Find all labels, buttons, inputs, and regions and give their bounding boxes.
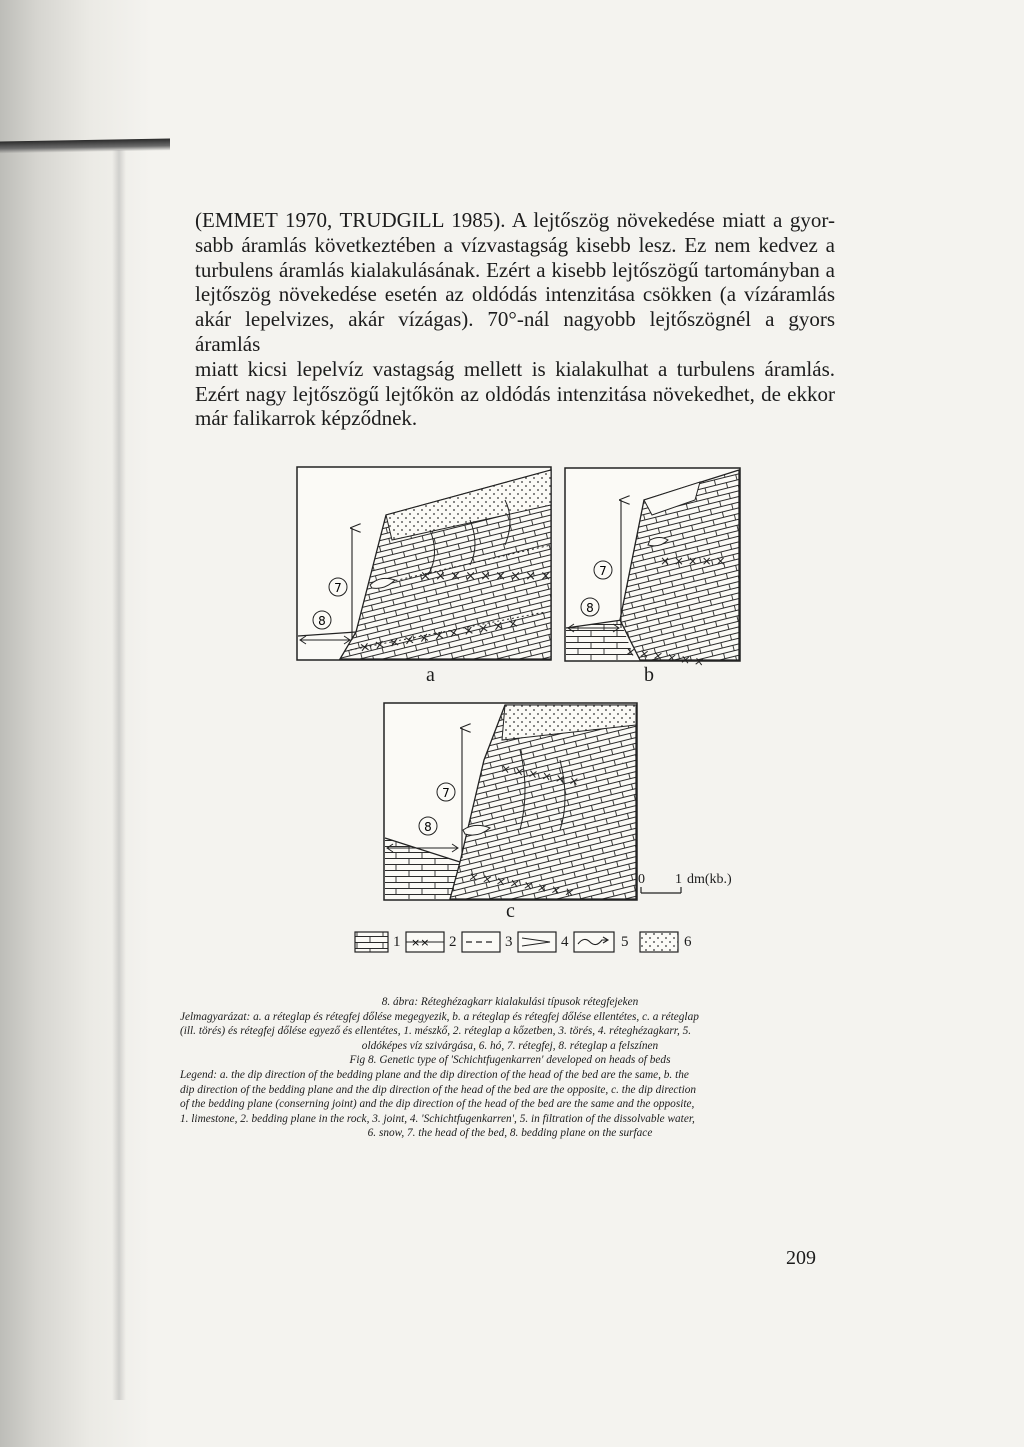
- svg-text:× × × × × × × ×: × × × × × × × ×: [467, 869, 576, 900]
- legend-num-6: 6: [684, 934, 692, 950]
- caption-en-title: Fig 8. Genetic type of 'Schichtfugenkarren' developed on heads of beds: [349, 1054, 671, 1067]
- svg-text:× × × × ×: × × × × ×: [660, 554, 726, 568]
- caption-hu-line: Jelmagyarázat: a. a réteglap és rétegfej dőlése megegyezik, b. a réteglap és rétegfej dőlése ellentétes, c. a réteglap: [180, 1010, 699, 1023]
- legend-num-3: 3: [505, 934, 513, 950]
- panel-a-label-7: 7: [334, 581, 342, 595]
- legend-symbols: [355, 932, 678, 952]
- caption-hu-line: (ill. törés) és rétegfej dőlése egyező és ellentétes, 1. mészkő, 2. réteglap a kőzetben, 3. törés, 4. réteghézagkarr, 5.: [180, 1025, 692, 1038]
- body-line: már falikarrok képződnek.: [195, 406, 418, 431]
- panel-a-label-8: 8: [318, 614, 326, 628]
- svg-text:× × × × × × × × × × ×: × × × × × × × × × × ×: [358, 615, 520, 656]
- page-number: 209: [786, 1247, 816, 1269]
- panel-c: [384, 703, 637, 900]
- panel-b-label-8: 8: [586, 601, 594, 615]
- caption-hu-line: oldóképes víz szivárgása, 6. hó, 7. rétegfej, 8. réteglap a felszínen: [361, 1039, 659, 1052]
- caption-en-line: dip direction of the bedding plane and the dip direction of the head of the bed are the opposite, c. the dip direction: [180, 1083, 696, 1096]
- panel-c-label-7: 7: [442, 786, 450, 800]
- legend-symbol-karren: [518, 932, 556, 952]
- body-line: (EMMET 1970, TRUDGILL 1985). A lejtőszög növekedése miatt a gyor-: [195, 208, 835, 232]
- panel-b-letter: b: [644, 664, 654, 686]
- caption-en-line: 1. limestone, 2. bedding plane in the rock, 3. joint, 4. 'Schichtfugenkarren', 5. in filtration of the dissolvable water,: [180, 1112, 695, 1125]
- figure-caption: [180, 995, 840, 1141]
- legend-symbol-snow: [640, 932, 678, 952]
- svg-text:× × × × × × × × ×: × × × × × × × × ×: [420, 569, 552, 584]
- body-line: Ezért nagy lejtőszögű lejtőkön az oldódás intenzitása növekedhet, de ekkor: [195, 381, 835, 406]
- body-line: akár lepelvizes, akár vízágas). 70°-nál nagyobb lejtőszögnél a gyors áramlás: [195, 307, 835, 356]
- svg-text:× × × × × ×: × × × × × ×: [499, 761, 581, 789]
- scale-unit: dm(kb.): [687, 872, 732, 887]
- legend-num-2: 2: [449, 934, 457, 950]
- panel-c-label-8: 8: [424, 820, 432, 834]
- legend-symbol-limestone: [355, 932, 388, 952]
- caption-hu-title: 8. ábra: Réteghézagkarr kialakulási típusok rétegfejeken: [381, 996, 639, 1008]
- svg-text:× × × × × ×: × × × × × ×: [624, 644, 706, 670]
- caption-en-line: Legend: a. the dip direction of the bedding plane and the dip direction of the head of the bed are the same, b. the: [180, 1068, 689, 1081]
- panel-b-label-7: 7: [599, 564, 607, 578]
- scale-zero: 0: [638, 872, 645, 887]
- body-line: lejtőszög növekedése esetén az oldódás intenzitása csökken (a vízáramlás: [195, 282, 835, 307]
- scale-one: 1: [675, 872, 682, 887]
- legend-num-4: 4: [561, 934, 569, 950]
- body-line: sabb áramlás következtében a vízvastagság kisebb lesz. Ez nem kedvez a: [195, 232, 835, 257]
- legend-num-5: 5: [621, 934, 629, 950]
- caption-en-line: 6. snow, 7. the head of the bed, 8. bedding plane on the surface: [367, 1127, 653, 1140]
- panel-a-letter: a: [426, 664, 435, 686]
- panel-c-letter: c: [506, 900, 515, 922]
- svg-text:××: ××: [411, 936, 430, 949]
- legend-num-1: 1: [393, 934, 401, 950]
- panel-a: [297, 467, 551, 660]
- panel-b: [565, 468, 740, 669]
- body-line: turbulens áramlás kialakulásának. Ezért a kisebb lejtőszögű tartományban a: [195, 257, 835, 282]
- caption-en-line: of the bedding plane (conserning joint) and the dip direction of the head of the bed are the same and the opposite,: [180, 1098, 695, 1111]
- body-line: miatt kicsi lepelvíz vastagság mellett is kialakulhat a turbulens áramlás.: [195, 356, 835, 381]
